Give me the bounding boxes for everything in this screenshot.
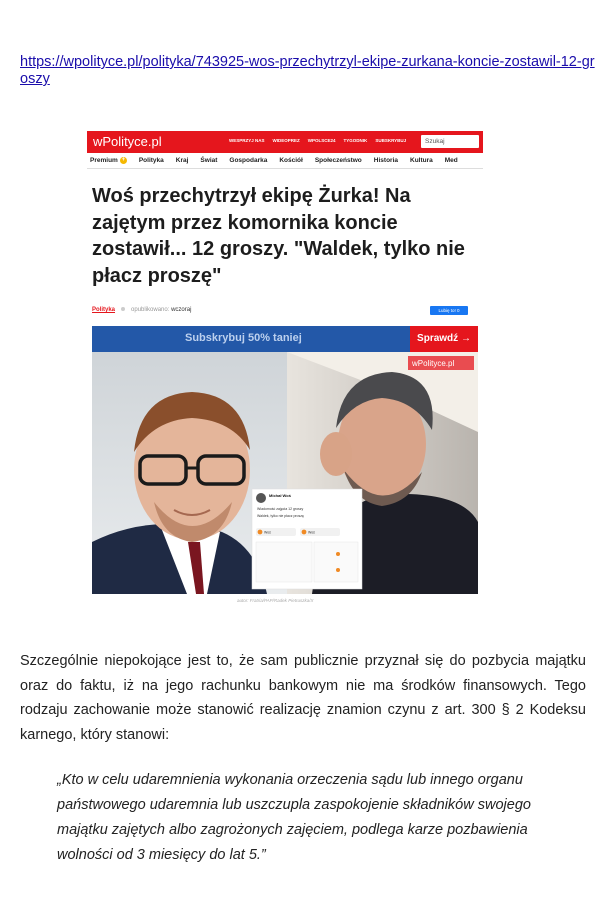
top-nav-item[interactable]: SUBSKRYBUJ xyxy=(375,138,407,143)
tweet-overlay xyxy=(252,489,362,589)
photo-watermark: wPolityce.pl xyxy=(412,359,455,368)
article-meta xyxy=(92,307,191,313)
photo-caption: autor: Fratria/PAP/Radek Pietruszka/X xyxy=(237,598,314,603)
body-paragraph: Szczególnie niepokojące jest to, że sam publicznie przyznał się do pozbycia majątku oraz do faktu, iż na jego rachunku bankowym nie ma środków finansowych. Tego rodzaju zachowanie może stanowić realizację znamion czynu z art. 300 § 2 Kodeksu karnego, który stanowi: xyxy=(20,653,586,743)
tweet-author: Michał Woś xyxy=(269,493,291,498)
tweet-line: Wiadomość zajęcia 12 groszy xyxy=(257,507,304,511)
category-nav xyxy=(87,153,483,169)
site-header xyxy=(87,131,483,153)
article-screenshot xyxy=(87,131,483,611)
article-headline: Woś przechytrzył ekipę Żurka! Na zajętym przez komornika koncie zostawił... 12 groszy. "Waldek, tylko nie płacz proszę" xyxy=(92,185,465,287)
check-offer-button[interactable]: Sprawdź → xyxy=(410,326,478,352)
category-item-premium[interactable]: Premium + xyxy=(90,156,126,165)
article-category-link[interactable]: Polityka xyxy=(92,307,116,313)
category-item[interactable]: Społeczeństwo xyxy=(314,157,362,164)
category-item[interactable]: Gospodarka xyxy=(229,157,268,164)
category-item[interactable]: Kościół xyxy=(279,157,303,164)
photo-illustration xyxy=(92,352,478,594)
legal-quote: „Kto w celu udaremnienia wykonania orzeczenia sądu lub innego organu państwowego udaremnia lub uszczupla zaspokojenie składników swojego majątku zajętych albo zagrożonych zajęciem, podlega karze pozbawienia wolności od 3 miesięcy do lat 5.” xyxy=(57,772,531,863)
top-nav-item[interactable]: WESPRZYJ NAS xyxy=(229,138,265,143)
plus-icon: + xyxy=(121,156,126,163)
top-nav-item[interactable]: TYGODNIK xyxy=(343,138,368,143)
tweet-line: Waldek, tylko nie płacz proszę xyxy=(257,514,304,518)
facebook-like-button[interactable]: Lubię to! 0 xyxy=(430,306,468,315)
category-item[interactable]: Kraj xyxy=(175,157,189,164)
separator-dot xyxy=(121,307,125,311)
tweet-tag: Woś xyxy=(264,530,271,535)
tweet-tag: Woś xyxy=(308,530,315,535)
category-item[interactable]: Med xyxy=(444,157,458,164)
category-item[interactable]: Kultura xyxy=(410,157,433,164)
published-label: opublikowano: xyxy=(131,307,170,313)
top-nav-item[interactable]: WPOLSCE24 xyxy=(307,138,336,143)
source-url-link[interactable]: https://wpolityce.pl/polityka/743925-wos-przechytrzyl-ekipe-zurkana-koncie-zostawil-12-groszy xyxy=(20,54,595,87)
top-nav-item[interactable]: WIDEOPREZ xyxy=(272,138,300,143)
site-logo[interactable]: wPolityce.pl xyxy=(93,134,162,149)
category-item[interactable]: Historia xyxy=(373,157,398,164)
article-photo xyxy=(92,352,478,594)
subscribe-text: Subskrybuj 50% taniej xyxy=(185,332,302,344)
top-nav xyxy=(229,138,406,143)
category-item[interactable]: Polityka xyxy=(138,157,164,164)
search-input[interactable]: Szukaj xyxy=(421,135,479,148)
subscribe-banner xyxy=(92,326,478,352)
category-item[interactable]: Świat xyxy=(200,157,218,164)
published-date: wczoraj xyxy=(171,307,192,313)
